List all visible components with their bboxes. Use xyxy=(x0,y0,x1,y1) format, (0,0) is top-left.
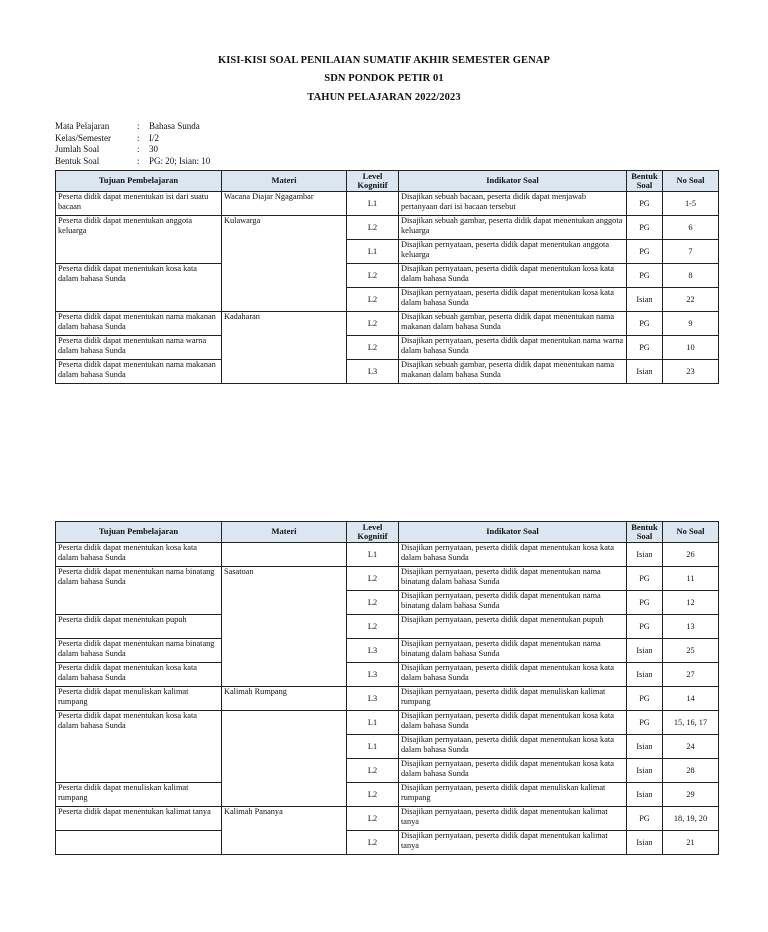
cell-no-soal: 1-5 xyxy=(663,192,719,216)
table-row xyxy=(56,783,719,807)
table-row xyxy=(56,543,719,567)
cell-materi: Kulawarga xyxy=(222,216,347,312)
cell-tujuan xyxy=(56,831,222,855)
cell-materi xyxy=(222,711,347,807)
cell-level: L1 xyxy=(347,543,399,567)
cell-indikator: Disajikan pernyataan, peserta didik dapat menentukan kosa kata dalam bahasa Sunda xyxy=(399,663,627,687)
table-row xyxy=(56,216,719,240)
cell-level: L2 xyxy=(347,567,399,591)
kisi-kisi-table-2 xyxy=(55,521,719,855)
table-row xyxy=(56,264,719,288)
col-header-no: No Soal xyxy=(663,171,719,192)
cell-no-soal: 26 xyxy=(663,543,719,567)
info-colon: : xyxy=(137,132,140,143)
cell-bentuk: Isian xyxy=(627,360,663,384)
cell-tujuan: Peserta didik dapat menuliskan kalimat rumpang xyxy=(56,687,222,711)
cell-level: L2 xyxy=(347,759,399,783)
cell-indikator: Disajikan pernyataan, peserta didik dapat menentukan kosa kata dalam bahasa Sunda xyxy=(399,264,627,288)
table-row xyxy=(56,711,719,735)
cell-indikator: Disajikan pernyataan, peserta didik dapat menentukan anggota keluarga xyxy=(399,240,627,264)
cell-bentuk: PG xyxy=(627,711,663,735)
info-value: Bahasa Sunda xyxy=(149,121,200,131)
cell-bentuk: PG xyxy=(627,567,663,591)
cell-bentuk: PG xyxy=(627,336,663,360)
info-colon: : xyxy=(137,155,140,166)
info-value: I/2 xyxy=(149,132,159,143)
table-row xyxy=(56,312,719,336)
cell-tujuan: Peserta didik dapat menentukan kalimat tanya xyxy=(56,807,222,831)
cell-indikator: Disajikan sebuah gambar, peserta didik dapat menentukan anggota keluarga xyxy=(399,216,627,240)
cell-level: L2 xyxy=(347,783,399,807)
cell-tujuan: Peserta didik dapat menentukan kosa kata dalam bahasa Sunda xyxy=(56,663,222,687)
table-row xyxy=(56,192,719,216)
col-header-tujuan: Tujuan Pembelajaran xyxy=(56,522,222,543)
cell-level: L2 xyxy=(347,312,399,336)
cell-no-soal: 9 xyxy=(663,312,719,336)
cell-no-soal: 29 xyxy=(663,783,719,807)
cell-bentuk: PG xyxy=(627,807,663,831)
cell-level: L2 xyxy=(347,807,399,831)
cell-level: L2 xyxy=(347,615,399,639)
cell-tujuan: Peserta didik dapat menentukan kosa kata dalam bahasa Sunda xyxy=(56,711,222,783)
cell-indikator: Disajikan pernyataan, peserta didik dapat menuliskan kalimat rumpang xyxy=(399,687,627,711)
col-header-materi: Materi xyxy=(222,171,347,192)
cell-indikator: Disajikan pernyataan, peserta didik dapat menentukan pupuh xyxy=(399,615,627,639)
kisi-kisi-table-1 xyxy=(55,170,719,384)
info-key: Bentuk Soal xyxy=(55,155,100,166)
cell-indikator: Disajikan pernyataan, peserta didik dapat menentukan kosa kata dalam bahasa Sunda xyxy=(399,288,627,312)
col-header-bentuk: Bentuk Soal xyxy=(627,171,663,192)
cell-no-soal: 23 xyxy=(663,360,719,384)
cell-bentuk: Isian xyxy=(627,735,663,759)
table-row xyxy=(56,831,719,855)
table-row xyxy=(56,663,719,687)
cell-indikator: Disajikan pernyataan, peserta didik dapat menentukan nama binatang dalam bahasa Sunda xyxy=(399,639,627,663)
col-header-indikator: Indikator Soal xyxy=(399,171,627,192)
cell-indikator: Disajikan pernyataan, peserta didik dapat menentukan nama binatang dalam bahasa Sunda xyxy=(399,567,627,591)
doc-title-line3: TAHUN PELAJARAN 2022/2023 xyxy=(307,92,461,103)
info-colon: : xyxy=(137,121,140,131)
cell-level: L2 xyxy=(347,591,399,615)
cell-materi xyxy=(222,543,347,567)
cell-no-soal: 8 xyxy=(663,264,719,288)
cell-tujuan: Peserta didik dapat menentukan nama makanan dalam bahasa Sunda xyxy=(56,312,222,336)
cell-level: L1 xyxy=(347,735,399,759)
cell-bentuk: Isian xyxy=(627,639,663,663)
cell-bentuk: PG xyxy=(627,591,663,615)
cell-no-soal: 28 xyxy=(663,759,719,783)
info-colon: : xyxy=(137,144,140,154)
cell-tujuan: Peserta didik dapat menentukan nama binatang dalam bahasa Sunda xyxy=(56,567,222,615)
cell-indikator: Disajikan pernyataan, peserta didik dapat menentukan kosa kata dalam bahasa Sunda xyxy=(399,543,627,567)
col-header-level: Level Kognitif xyxy=(347,171,399,192)
cell-materi: Kalimah Rumpang xyxy=(222,687,347,711)
cell-bentuk: PG xyxy=(627,264,663,288)
cell-tujuan: Peserta didik dapat menentukan nama binatang dalam bahasa Sunda xyxy=(56,639,222,663)
cell-no-soal: 13 xyxy=(663,615,719,639)
col-header-no: No Soal xyxy=(663,522,719,543)
cell-bentuk: PG xyxy=(627,240,663,264)
table-row xyxy=(56,360,719,384)
cell-bentuk: PG xyxy=(627,615,663,639)
cell-no-soal: 7 xyxy=(663,240,719,264)
info-row xyxy=(55,144,210,156)
cell-materi: Wacana Diajar Ngagambar xyxy=(222,192,347,216)
cell-level: L1 xyxy=(347,711,399,735)
table-row xyxy=(56,687,719,711)
cell-tujuan: Peserta didik dapat menentukan isi dari suatu bacaan xyxy=(56,192,222,216)
cell-indikator: Disajikan sebuah gambar, peserta didik dapat menentukan nama makanan dalam bahasa Sunda xyxy=(399,360,627,384)
table-header-row xyxy=(56,522,719,543)
cell-materi: Kadaharan xyxy=(222,312,347,384)
cell-indikator: Disajikan pernyataan, peserta didik dapat menentukan kosa kata dalam bahasa Sunda xyxy=(399,759,627,783)
cell-level: L1 xyxy=(347,192,399,216)
doc-title-line2: SDN PONDOK PETIR 01 xyxy=(324,73,444,84)
cell-indikator: Disajikan sebuah bacaan, peserta didik dapat menjawab pertanyaan dari isi bacaan tersebut xyxy=(399,192,627,216)
info-value: 30 xyxy=(149,144,158,154)
info-row xyxy=(55,156,210,168)
cell-level: L2 xyxy=(347,288,399,312)
cell-indikator: Disajikan pernyataan, peserta didik dapat menentukan kosa kata dalam bahasa Sunda xyxy=(399,735,627,759)
cell-tujuan: Peserta didik dapat menentukan pupuh xyxy=(56,615,222,639)
table-row xyxy=(56,336,719,360)
cell-level: L1 xyxy=(347,240,399,264)
doc-title-line1: KISI-KISI SOAL PENILAIAN SUMATIF AKHIR SEMESTER GENAP xyxy=(217,55,551,66)
cell-bentuk: Isian xyxy=(627,831,663,855)
cell-no-soal: 14 xyxy=(663,687,719,711)
cell-level: L3 xyxy=(347,639,399,663)
cell-tujuan: Peserta didik dapat menentukan anggota keluarga xyxy=(56,216,222,264)
cell-bentuk: Isian xyxy=(627,783,663,807)
cell-no-soal: 27 xyxy=(663,663,719,687)
table-row xyxy=(56,567,719,591)
cell-indikator: Disajikan pernyataan, peserta didik dapat menuliskan kalimat rumpang xyxy=(399,783,627,807)
cell-no-soal: 6 xyxy=(663,216,719,240)
cell-bentuk: PG xyxy=(627,216,663,240)
col-header-level: Level Kognitif xyxy=(347,522,399,543)
cell-materi: Kalimah Pananya xyxy=(222,807,347,855)
table-row xyxy=(56,807,719,831)
cell-tujuan: Peserta didik dapat menentukan kosa kata dalam bahasa Sunda xyxy=(56,543,222,567)
cell-no-soal: 22 xyxy=(663,288,719,312)
cell-no-soal: 12 xyxy=(663,591,719,615)
cell-level: L2 xyxy=(347,216,399,240)
cell-no-soal: 11 xyxy=(663,567,719,591)
cell-bentuk: PG xyxy=(627,687,663,711)
cell-level: L2 xyxy=(347,336,399,360)
cell-materi: Sasatoan xyxy=(222,567,347,687)
cell-level: L3 xyxy=(347,663,399,687)
table-header-row xyxy=(56,171,719,192)
cell-tujuan: Peserta didik dapat menentukan nama warna dalam bahasa Sunda xyxy=(56,336,222,360)
subject-info xyxy=(55,121,210,167)
cell-indikator: Disajikan pernyataan, peserta didik dapat menentukan kosa kata dalam bahasa Sunda xyxy=(399,711,627,735)
cell-indikator: Disajikan pernyataan, peserta didik dapat menentukan kalimat tanya xyxy=(399,831,627,855)
table-row xyxy=(56,615,719,639)
cell-indikator: Disajikan sebuah gambar, peserta didik dapat menentukan nama makanan dalam bahasa Sunda xyxy=(399,312,627,336)
cell-level: L3 xyxy=(347,687,399,711)
col-header-materi: Materi xyxy=(222,522,347,543)
cell-level: L2 xyxy=(347,831,399,855)
info-key: Jumlah Soal xyxy=(55,144,100,154)
info-value: PG: 20; Isian: 10 xyxy=(149,155,211,166)
cell-indikator: Disajikan pernyataan, peserta didik dapat menentukan nama binatang dalam bahasa Sunda xyxy=(399,591,627,615)
cell-tujuan: Peserta didik dapat menentukan kosa kata dalam bahasa Sunda xyxy=(56,264,222,312)
cell-no-soal: 25 xyxy=(663,639,719,663)
cell-bentuk: Isian xyxy=(627,663,663,687)
cell-tujuan: Peserta didik dapat menuliskan kalimat rumpang xyxy=(56,783,222,807)
cell-no-soal: 24 xyxy=(663,735,719,759)
cell-bentuk: Isian xyxy=(627,759,663,783)
cell-no-soal: 21 xyxy=(663,831,719,855)
col-header-tujuan: Tujuan Pembelajaran xyxy=(56,171,222,192)
cell-bentuk: Isian xyxy=(627,543,663,567)
cell-indikator: Disajikan pernyataan, peserta didik dapat menentukan nama warna dalam bahasa Sunda xyxy=(399,336,627,360)
cell-no-soal: 18, 19, 20 xyxy=(663,807,719,831)
info-key: Mata Pelajaran xyxy=(55,121,110,131)
cell-indikator: Disajikan pernyataan, peserta didik dapat menentukan kalimat tanya xyxy=(399,807,627,831)
cell-tujuan: Peserta didik dapat menentukan nama makanan dalam bahasa Sunda xyxy=(56,360,222,384)
col-header-bentuk: Bentuk Soal xyxy=(627,522,663,543)
cell-level: L2 xyxy=(347,264,399,288)
cell-bentuk: Isian xyxy=(627,288,663,312)
cell-bentuk: PG xyxy=(627,192,663,216)
info-row xyxy=(55,121,210,133)
cell-no-soal: 15, 16, 17 xyxy=(663,711,719,735)
table-row xyxy=(56,639,719,663)
info-row xyxy=(55,133,210,145)
cell-level: L3 xyxy=(347,360,399,384)
cell-no-soal: 10 xyxy=(663,336,719,360)
col-header-indikator: Indikator Soal xyxy=(399,522,627,543)
info-key: Kelas/Semester xyxy=(55,132,111,143)
cell-bentuk: PG xyxy=(627,312,663,336)
